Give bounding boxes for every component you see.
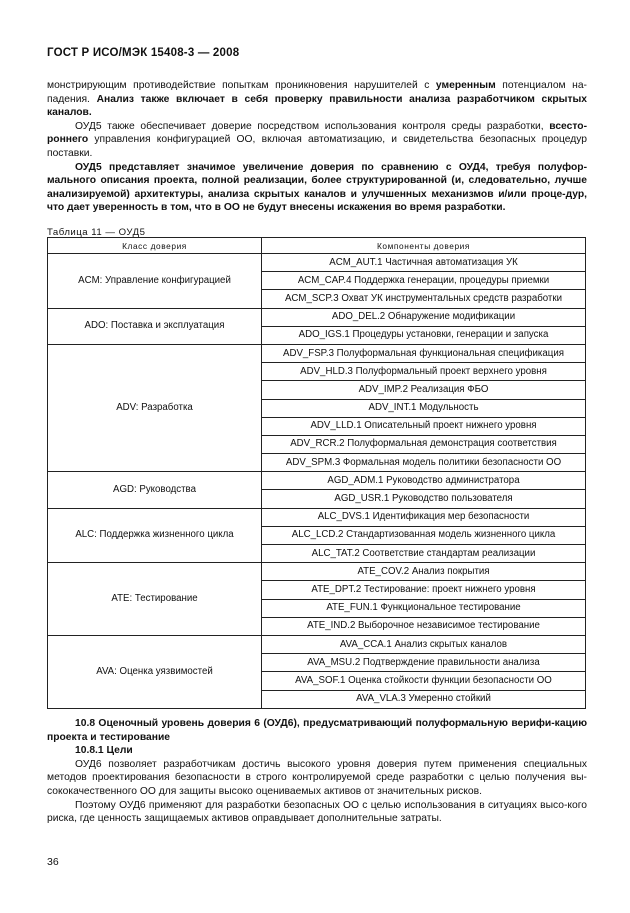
assurance-class-cell: AGD: Руководства bbox=[48, 472, 262, 508]
assurance-component-cell: ADV_INT.1 Модульность bbox=[262, 399, 586, 417]
intro-text bbox=[47, 79, 587, 215]
table-row bbox=[48, 344, 586, 362]
assurance-component-cell: ATE_IND.2 Выборочное независимое тестирование bbox=[262, 617, 586, 635]
assurance-component-cell: ATE_COV.2 Анализ покрытия bbox=[262, 563, 586, 581]
table-caption: Таблица 11 — ОУД5 bbox=[47, 227, 146, 238]
assurance-component-cell: ALC_DVS.1 Идентификация мер безопасности bbox=[262, 508, 586, 526]
table-row bbox=[48, 635, 586, 653]
column-header-components: Компоненты доверия bbox=[262, 238, 586, 254]
assurance-component-cell: ACM_CAP.4 Поддержка генерации, процедуры приемки bbox=[262, 272, 586, 290]
assurance-component-cell: ADO_IGS.1 Процедуры установки, генерации и запуска bbox=[262, 326, 586, 344]
assurance-component-cell: AGD_USR.1 Руководство пользователя bbox=[262, 490, 586, 508]
section-heading bbox=[47, 717, 587, 744]
assurance-component-cell: ALC_LCD.2 Стандартизованная модель жизненного цикла bbox=[262, 526, 586, 544]
text-run: потенциалом на-падения. bbox=[47, 80, 587, 105]
page-header: ГОСТ Р ИСО/МЭК 15408-3 — 2008 bbox=[47, 47, 240, 59]
table-row bbox=[48, 308, 586, 326]
assurance-component-cell: ADV_RCR.2 Полуформальная демонстрация соответствия bbox=[262, 435, 586, 453]
section-text bbox=[47, 717, 587, 826]
bold-run: 10.8.1 Цели bbox=[75, 745, 133, 757]
assurance-component-cell: ADV_HLD.3 Полуформальный проект верхнего уровня bbox=[262, 363, 586, 381]
bold-run: 10.8 Оценочный уровень доверия 6 (ОУД6), предусматривающий полуформальную верифи-кацию проекта и тестирование bbox=[47, 718, 587, 743]
table-body bbox=[48, 254, 586, 709]
assurance-component-cell: AVA_VLA.3 Умеренно стойкий bbox=[262, 690, 586, 708]
assurance-class-cell: ACM: Управление конфигурацией bbox=[48, 254, 262, 309]
text-run: монстрирующим противодействие попыткам проникновения нарушителей с bbox=[47, 80, 436, 91]
subsection-heading bbox=[47, 744, 587, 758]
bold-run: всесто-роннего bbox=[47, 120, 587, 146]
page-number: 36 bbox=[47, 856, 59, 868]
table-row bbox=[48, 254, 586, 272]
assurance-component-cell: ACM_SCP.3 Охват УК инструментальных средств разработки bbox=[262, 290, 586, 308]
assurance-class-cell: ADO: Поставка и эксплуатация bbox=[48, 308, 262, 344]
assurance-component-cell: ADV_SPM.3 Формальная модель политики безопасности ОО bbox=[262, 454, 586, 472]
assurance-class-cell: AVA: Оценка уязвимостей bbox=[48, 635, 262, 708]
column-header-class: Класс доверия bbox=[48, 238, 262, 254]
section-paragraph-1: ОУД6 позволяет разработчикам достичь высокого уровня доверия путем применения специальных методов проектирования безопасности в строго контролируемой среде разработки с целью получения вы-сококачественного ОО для защиты высоко оцениваемых активов от значительных рисков. bbox=[47, 758, 587, 797]
assurance-component-cell: ACM_AUT.1 Частичная автоматизация УК bbox=[262, 254, 586, 272]
assurance-component-cell: ALC_TAT.2 Соответствие стандартам реализации bbox=[262, 545, 586, 563]
bold-run: Анализ также включает в себя проверку правильности анализа разработчиком скрытых каналов. bbox=[47, 93, 588, 119]
assurance-class-cell: ADV: Разработка bbox=[48, 344, 262, 471]
text-run: управления конфигурацией ОО, включая автоматизацию, и свидетельства безопасных процедур поставки. bbox=[47, 134, 587, 159]
assurance-component-cell: AGD_ADM.1 Руководство администратора bbox=[262, 472, 586, 490]
intro-paragraph-2 bbox=[47, 120, 587, 161]
assurance-component-cell: AVA_MSU.2 Подтверждение правильности анализа bbox=[262, 654, 586, 672]
assurance-component-cell: ADV_IMP.2 Реализация ФБО bbox=[262, 381, 586, 399]
assurance-component-cell: ADV_LLD.1 Описательный проект нижнего уровня bbox=[262, 417, 586, 435]
assurance-component-cell: ATE_DPT.2 Тестирование: проект нижнего уровня bbox=[262, 581, 586, 599]
assurance-class-cell: ATE: Тестирование bbox=[48, 563, 262, 636]
section-paragraph-2: Поэтому ОУД6 применяют для разработки безопасных ОО с целью использования в ситуациях высо-кого риска, где ценность защищаемых активов оправдывает дополнительные затраты. bbox=[47, 799, 587, 825]
table-header-row bbox=[48, 238, 586, 254]
assurance-component-cell: AVA_SOF.1 Оценка стойкости функции безопасности ОО bbox=[262, 672, 586, 690]
assurance-component-cell: AVA_CCA.1 Анализ скрытых каналов bbox=[262, 635, 586, 653]
assurance-component-cell: ADV_FSP.3 Полуформальная функциональная спецификация bbox=[262, 344, 586, 362]
bold-run: ОУД5 представляет значимое увеличение доверия по сравнению с ОУД4, требуя полуфор-мального описания проекта, полной реализации, более структурированной (и, следовательно, лучше анализируемой) архитектуры, анализа скрытых каналов и улучшенных механизмов и/или проце-дур, что дает уверенность в том, что в ОО не будут внесены искажения во время разработки. bbox=[47, 161, 587, 214]
assurance-component-cell: ADO_DEL.2 Обнаружение модификации bbox=[262, 308, 586, 326]
assurance-component-cell: ATE_FUN.1 Функциональное тестирование bbox=[262, 599, 586, 617]
intro-paragraph-1 bbox=[47, 79, 587, 120]
table-row bbox=[48, 508, 586, 526]
assurance-table bbox=[47, 237, 586, 709]
bold-run: умеренным bbox=[435, 80, 496, 91]
text-run: ОУД5 также обеспечивает доверие посредством использования контроля среды разработки, bbox=[75, 120, 550, 132]
assurance-class-cell: ALC: Поддержка жизненного цикла bbox=[48, 508, 262, 563]
intro-paragraph-3 bbox=[47, 161, 587, 215]
table-row bbox=[48, 563, 586, 581]
table-row bbox=[48, 472, 586, 490]
